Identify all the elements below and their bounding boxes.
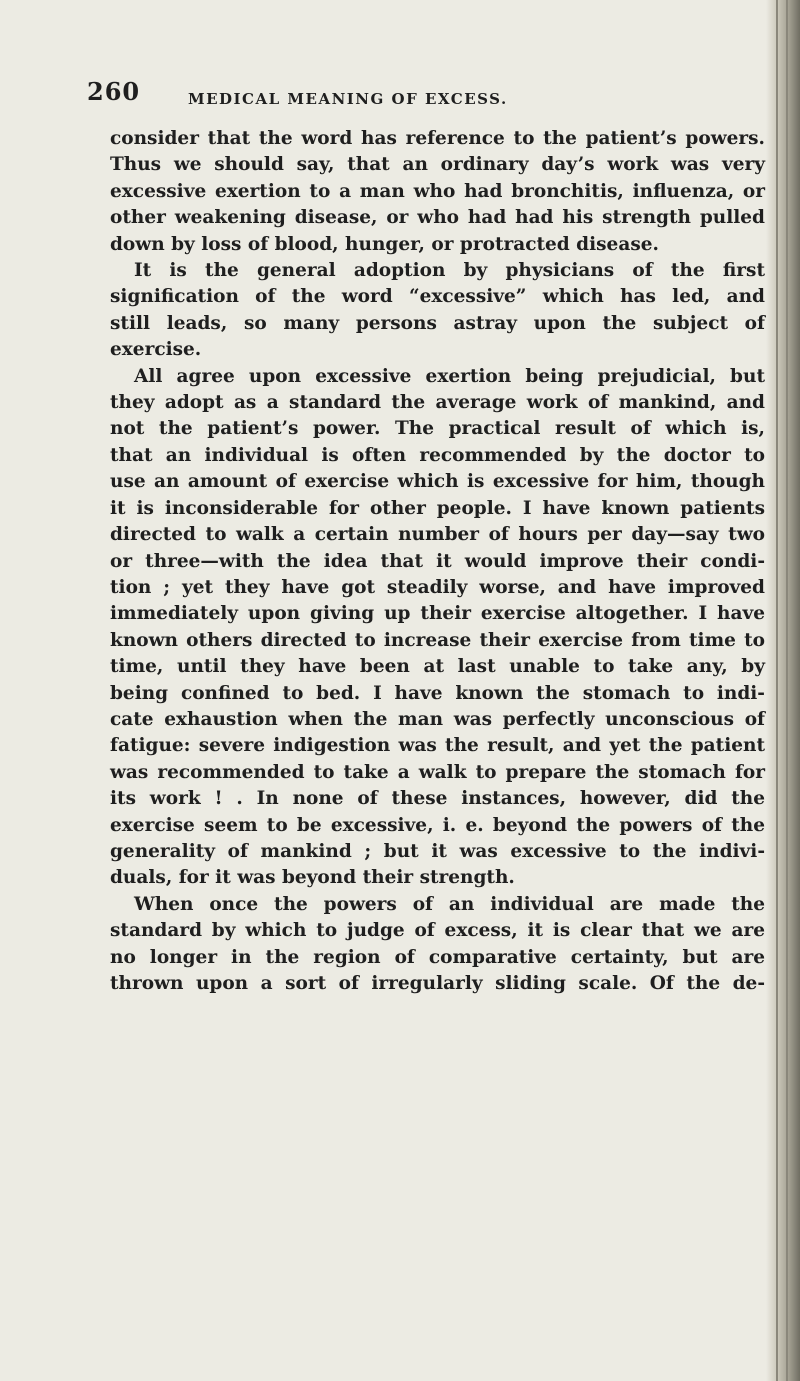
text-line: fatigue: severe indigestion was the result, and yet the patient [110, 735, 765, 757]
text-line: excessive exertion to a man who had bronchitis, influenza, or [110, 180, 765, 202]
text-line: being confined to bed. I have known the stomach to indi- [110, 682, 765, 704]
text-line: generality of mankind ; but it was excessive to the indivi- [110, 840, 765, 862]
text-line: not the patient’s power. The practical result of which is, [110, 418, 765, 440]
text-line: immediately upon giving up their exercise altogether. I have [110, 603, 765, 625]
text-line: exercise. [110, 339, 202, 361]
page-edge-shadow [766, 0, 800, 1381]
text-line: down by loss of blood, hunger, or protracted disease. [110, 233, 659, 255]
running-head: MEDICAL MEANING OF EXCESS. [188, 90, 508, 108]
page-edge-line [786, 0, 788, 1381]
text-line: All agree upon excessive exertion being prejudicial, but [134, 365, 765, 387]
text-line: that an individual is often recommended by the doctor to [110, 444, 765, 466]
text-line: Thus we should say, that an ordinary day’s work was very [110, 154, 765, 176]
text-line: signification of the word “excessive” which has led, and [110, 286, 765, 308]
text-line: use an amount of exercise which is excessive for him, though [110, 471, 765, 493]
text-line: no longer in the region of comparative certainty, but are [110, 946, 765, 968]
text-line: time, until they have been at last unable to take any, by [110, 656, 765, 678]
page-number: 260 [87, 77, 141, 106]
text-line: they adopt as a standard the average work of mankind, and [110, 392, 765, 414]
text-line: tion ; yet they have got steadily worse, and have improved [110, 576, 765, 598]
page-edge-line [776, 0, 778, 1381]
text-line: or three—with the idea that it would improve their condi- [110, 550, 765, 572]
text-line: It is the general adoption by physicians of the first [134, 260, 765, 282]
text-line: thrown upon a sort of irregularly sliding scale. Of the de- [110, 973, 765, 994]
text-line: duals, for it was beyond their strength. [110, 867, 515, 889]
text-line: known others directed to increase their exercise from time to [110, 629, 765, 651]
text-line: consider that the word has reference to the patient’s powers. [110, 128, 765, 149]
text-line: exercise seem to be excessive, i. e. beyond the powers of the [110, 814, 765, 836]
text-line: was recommended to take a walk to prepare the stomach for [110, 761, 765, 783]
text-line: cate exhaustion when the man was perfectly unconscious of [110, 708, 765, 730]
text-line: other weakening disease, or who had had his strength pulled [110, 207, 765, 229]
text-line: it is inconsiderable for other people. I have known patients [110, 497, 765, 519]
body-text [110, 126, 765, 997]
text-line: its work ! . In none of these instances, however, did the [110, 788, 765, 810]
text-line: still leads, so many persons astray upon the subject of [110, 312, 765, 334]
text-line: directed to walk a certain number of hours per day—say two [110, 524, 765, 546]
text-line: standard by which to judge of excess, it is clear that we are [110, 920, 765, 942]
text-line: When once the powers of an individual are made the [134, 893, 765, 915]
